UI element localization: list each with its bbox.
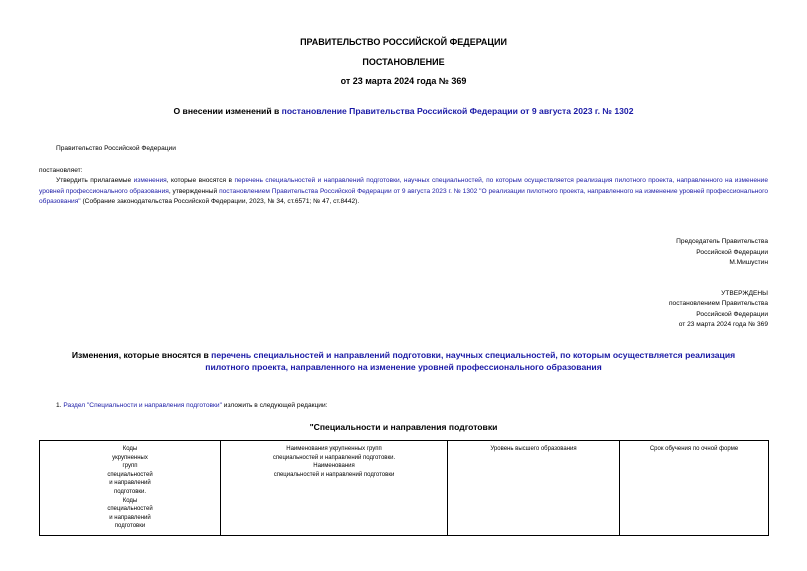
signature-line-1: Председатель Правительства [676, 238, 768, 245]
header-codes-line: подготовки. [113, 488, 147, 495]
document-title [0, 106, 807, 116]
header-names-line: Наименования укрупненных групп [286, 446, 382, 452]
section-link[interactable]: Раздел "Специальности и направления подготовки" [63, 402, 222, 409]
approved-line-4: от 23 марта 2024 года № 369 [678, 321, 768, 328]
signature-line-2: Российской Федерации [696, 249, 768, 256]
header-codes-line: укрупненных [112, 454, 148, 461]
resolution-link[interactable]: постановлением Правительства Российской Федерации от 9 августа 2023 г. № 1302 "О реализации пилотного проекта, направленного на изменение уровней профессионального образования" [39, 187, 768, 206]
header-names-line: Наименования [313, 463, 355, 470]
preamble-subject: Правительство Российской Федерации [56, 145, 176, 152]
changes-heading [55, 350, 752, 373]
document-type: ПОСТАНОВЛЕНИЕ [362, 57, 445, 67]
para-text-2: , которые вносятся в [166, 177, 235, 184]
item-1-rest: изложить в следующей редакции: [221, 402, 328, 409]
title-link[interactable]: постановление Правительства Российской Федерации от 9 августа 2023 г. № 1302 [281, 106, 634, 116]
changes-link[interactable]: изменения [133, 177, 167, 184]
section-title: "Специальности и направления подготовки [309, 422, 498, 432]
specialties-table [39, 440, 769, 536]
header-study-duration: Срок обучения по очной форме [620, 441, 769, 536]
preamble-resolves: постановляет: [39, 167, 83, 174]
document-date-number: от 23 марта 2024 года № 369 [340, 76, 467, 86]
header-codes-line: Коды [122, 497, 138, 504]
header-codes-line: специальностей [107, 471, 153, 478]
para-text-4: (Собрание законодательства Российской Федерации, 2023, № 34, ст.6571; № 47, ст.8442). [80, 198, 360, 206]
government-name: ПРАВИТЕЛЬСТВО РОССИЙСКОЙ ФЕДЕРАЦИИ [300, 37, 507, 47]
para-text-1: Утвердить прилагаемые [56, 177, 134, 184]
header-codes-line: Коды [122, 446, 138, 452]
header-codes [40, 441, 221, 536]
header-codes-line: специальностей [107, 506, 153, 513]
changes-heading-prefix: Изменения, которые вносятся в [71, 350, 212, 360]
changes-heading-link[interactable]: перечень специальностей и направлений подготовки, научных специальностей, по которым осуществляется реализация пилотного проекта, направленного на изменение уровней профессионального образования [205, 350, 736, 372]
approved-line-2: постановлением Правительства [668, 300, 768, 307]
table-header-row [40, 441, 769, 536]
approved-line-3: Российской Федерации [696, 311, 768, 318]
header-names-line: специальностей и направлений подготовки [273, 471, 395, 478]
header-codes-line: подготовки [114, 523, 146, 530]
list-link[interactable]: перечень специальностей и направлений подготовки, научных специальностей, по которым осуществляется реализация пилотного проекта, направленного на изменение уровней профессионального образования [39, 177, 768, 195]
item-1 [56, 401, 328, 412]
header-codes-line: и направлений [109, 514, 151, 521]
approved-line-1: УТВЕРЖДЕНЫ [721, 290, 768, 297]
header-names-line: специальностей и направлений подготовки. [272, 454, 396, 461]
header-codes-line: групп [122, 463, 138, 470]
item-1-number: 1. [56, 402, 64, 409]
para-text-3: , утвержденный [168, 187, 220, 195]
header-codes-line: и направлений [109, 480, 151, 487]
header-education-level: Уровень высшего образования [448, 441, 620, 536]
signature-name: М.Мишустин [729, 259, 768, 266]
title-prefix: О внесении изменений в [173, 106, 282, 116]
header-names [221, 441, 448, 536]
main-paragraph [39, 176, 768, 208]
